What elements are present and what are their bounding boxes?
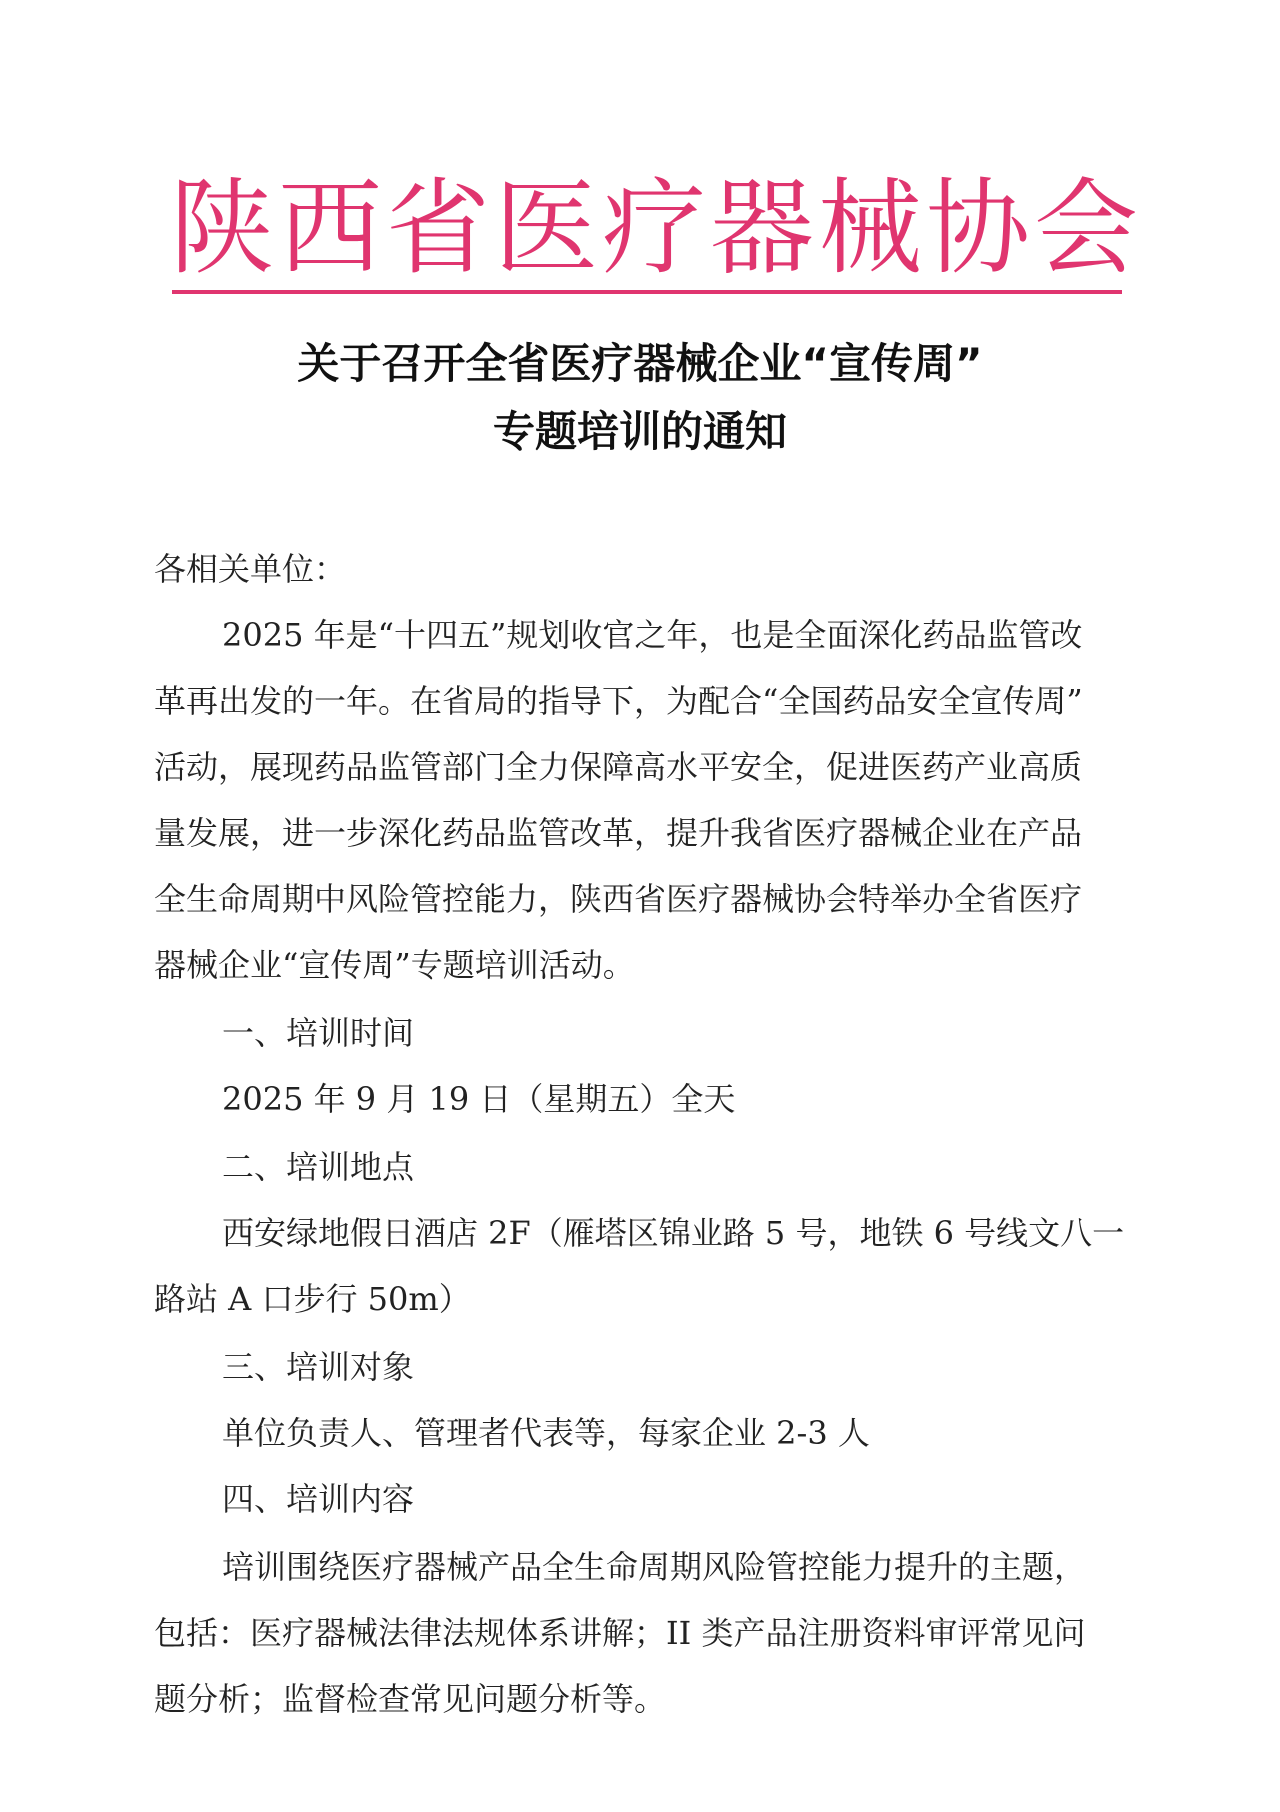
section-audience-heading: 三、培训对象: [222, 1348, 415, 1386]
intro-line-1: 2025 年是“十四五”规划收官之年，也是全面深化药品监管改: [222, 616, 1083, 654]
section-content-line-2: 包括：医疗器械法律法规体系讲解；II 类产品注册资料审评常见问: [154, 1614, 1086, 1652]
section-time-heading: 一、培训时间: [222, 1014, 415, 1052]
section-content-heading: 四、培训内容: [222, 1480, 415, 1518]
section-audience-value: 单位负责人、管理者代表等，每家企业 2-3 人: [222, 1414, 870, 1452]
notice-title-line-1: 关于召开全省医疗器械企业“宣传周”: [297, 339, 983, 388]
intro-line-3: 活动，展现药品监管部门全力保障高水平安全，促进医药产业高质: [154, 748, 1083, 786]
section-place-heading: 二、培训地点: [222, 1148, 415, 1186]
intro-line-4: 量发展，进一步深化药品监管改革，提升我省医疗器械企业在产品: [154, 814, 1083, 852]
section-time-value: 2025 年 9 月 19 日（星期五）全天: [222, 1080, 736, 1118]
section-place-line-1: 西安绿地假日酒店 2F（雁塔区锦业路 5 号，地铁 6 号线文八一: [222, 1214, 1125, 1252]
notice-title-line-2: 专题培训的通知: [492, 407, 787, 456]
letterhead-red-rule: [172, 290, 1122, 294]
section-content-line-3: 题分析；监督检查常见问题分析等。: [154, 1680, 667, 1718]
intro-line-2: 革再出发的一年。在省局的指导下，为配合“全国药品安全宣传周”: [154, 682, 1083, 720]
letterhead-org-name: 陕西省医疗器械协会: [170, 167, 1143, 289]
intro-line-6: 器械企业“宣传周”专题培训活动。: [154, 946, 635, 984]
section-content-line-1: 培训围绕医疗器械产品全生命周期风险管控能力提升的主题，: [222, 1548, 1087, 1586]
salutation: 各相关单位：: [154, 550, 347, 588]
intro-line-5: 全生命周期中风险管控能力，陕西省医疗器械协会特举办全省医疗: [154, 880, 1083, 918]
section-place-line-2: 路站 A 口步行 50m）: [154, 1280, 471, 1318]
